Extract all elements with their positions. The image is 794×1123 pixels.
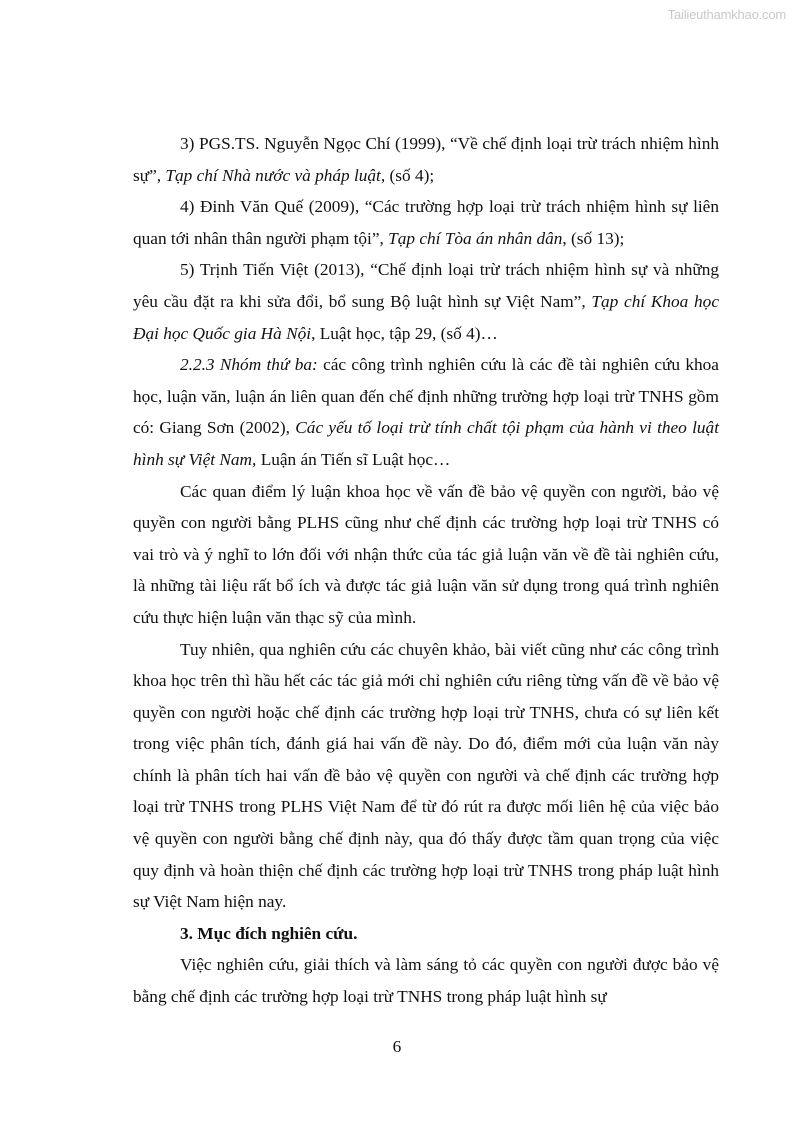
group-three-paragraph: 2.2.3 Nhóm thứ ba: các công trình nghiên cứu là các đề tài nghiên cứu khoa học, luận văn, luận án liên quan đến chế định những trường hợp loại trừ TNHS gồm có: Giang Sơn (2002), Các yếu tố loại trừ tính chất tội phạm của hành vi theo luật hình sự Việt Nam, Luận án Tiến sĩ Luật học…: [133, 355, 719, 469]
page-number: 6: [392, 1037, 402, 1056]
section-heading: 3. Mục đích nghiên cứu.: [180, 923, 358, 943]
reference-item: 4) Đinh Văn Quế (2009), “Các trường hợp loại trừ trách nhiệm hình sự liên quan tới nhân thân người phạm tội”, Tạp chí Tòa án nhân dân, (số 13);: [133, 197, 719, 248]
cited-work-title: Các yếu tố loại trừ tính chất tội phạm của hành vi theo luật hình sự Việt Nam,: [133, 418, 719, 469]
watermark: Tailieuthamkhao.com: [667, 7, 786, 22]
body-paragraph: Các quan điểm lý luận khoa học về vấn đề bảo vệ quyền con người, bảo vệ quyền con người bằng PLHS cũng như chế định các trường hợp loại trừ TNHS có vai trò và ý nghĩ to lớn đối với nhận thức của tác giả luận văn về đề tài nghiên cứu, là những tài liệu rất bổ ích và được tác giả luận văn sử dụng trong quá trình nghiên cứu thực hiện luận văn thạc sỹ của mình.: [133, 481, 719, 627]
body-paragraph: Tuy nhiên, qua nghiên cứu các chuyên khảo, bài viết cũng như các công trình khoa học trên thì hầu hết các tác giả mới chỉ nghiên cứu riêng từng vấn đề về bảo vệ quyền con người hoặc chế định các trường hợp loại trừ TNHS, chưa có sự liên kết trong việc phân tích, đánh giá hai vấn đề này. Do đó, điểm mới của luận văn này chính là phân tích hai vấn đề bảo vệ quyền con người và chế định các trường hợp loại trừ TNHS trong PLHS Việt Nam để từ đó rút ra được mối liên hệ của việc bảo vệ quyền con người bằng chế định này, qua đó thấy được tầm quan trọng của việc quy định và hoàn thiện chế định các trường hợp loại trừ TNHS trong pháp luật hình sự Việt Nam hiện nay.: [133, 639, 719, 912]
group-three-label: 2.2.3 Nhóm thứ ba:: [180, 355, 318, 375]
body-paragraph: Việc nghiên cứu, giải thích và làm sáng tỏ các quyền con người được bảo vệ bằng chế định các trường hợp loại trừ TNHS trong pháp luật hình sự: [133, 955, 719, 1007]
page-body: [133, 128, 719, 1013]
reference-item: 3) PGS.TS. Nguyễn Ngọc Chí (1999), “Về chế định loại trừ trách nhiệm hình sự”, Tạp chí Nhà nước và pháp luật, (số 4);: [133, 134, 720, 185]
reference-item: 5) Trịnh Tiến Việt (2013), “Chế định loại trừ trách nhiệm hình sự và những yêu cầu đặt ra khi sửa đổi, bổ sung Bộ luật hình sự Việt Nam”, Tạp chí Khoa học Đại học Quốc gia Hà Nội, Luật học, tập 29, (số 4)…: [133, 260, 719, 343]
